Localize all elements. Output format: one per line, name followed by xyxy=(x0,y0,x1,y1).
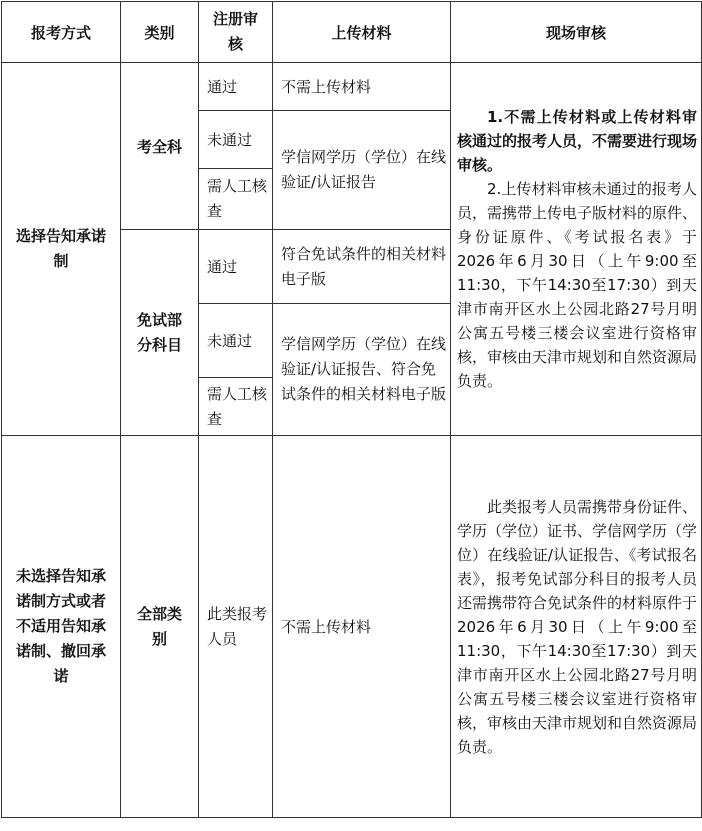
onsite-note-3: 此类报考人员需携带身份证件、学历（学位）证书、学信网学历（学位）在线验证/认证报告、《考试报名表》，报考免试部分科目的报考人员还需携带符合免试条件的材料原件于2026年6月30日（上午9:00至11:30，下午14:30至17:30）到天津市南开区水上公园北路27号月明公寓五号楼三楼会议室进行资格审核，审核由天津市规划和自然资源局负责。 xyxy=(457,497,698,756)
header-material: 上传材料 xyxy=(273,2,451,63)
audit-cell: 通过 xyxy=(199,230,273,304)
material-cell: 不需上传材料 xyxy=(273,436,451,818)
onsite-note-2: 2.上传材料审核未通过的报考人员，需携带上传电子版材料的原件、身份证原件、《考试报名表》于2026年6月30日（上午9:00至11:30，下午14:30至17:30）到天津市南开区水上公园北路27号月明公寓五号楼三楼会议室进行资格审核，审核由天津市规划和自然资源局负责。 xyxy=(457,180,698,390)
audit-cell: 需人工核查 xyxy=(199,169,273,230)
review-table xyxy=(1,1,702,818)
material-cell: 学信网学历（学位）在线验证/认证报告 xyxy=(273,111,451,230)
material-cell: 学信网学历（学位）在线验证/认证报告、符合免试条件的相关材料电子版 xyxy=(273,304,451,436)
header-row xyxy=(2,2,702,63)
table-row xyxy=(2,63,702,111)
category-cell-exempt: 免试部分科目 xyxy=(121,230,199,436)
method-cell-1: 选择告知承诺制 xyxy=(2,63,121,436)
onsite-cell-1 xyxy=(451,63,702,436)
material-cell: 符合免试条件的相关材料电子版 xyxy=(273,230,451,304)
method-cell-2: 未选择告知承诺制方式或者不适用告知承诺制、撤回承诺 xyxy=(2,436,121,818)
material-cell: 不需上传材料 xyxy=(273,63,451,111)
category-cell-full: 考全科 xyxy=(121,63,199,230)
audit-cell: 需人工核查 xyxy=(199,378,273,436)
onsite-cell-2 xyxy=(451,436,702,818)
header-onsite: 现场审核 xyxy=(451,2,702,63)
table-row xyxy=(2,436,702,818)
header-category: 类别 xyxy=(121,2,199,63)
header-audit: 注册审核 xyxy=(199,2,273,63)
audit-cell: 此类报考人员 xyxy=(199,436,273,818)
audit-cell: 通过 xyxy=(199,63,273,111)
header-method: 报考方式 xyxy=(2,2,121,63)
audit-cell: 未通过 xyxy=(199,111,273,169)
category-cell-all: 全部类别 xyxy=(121,436,199,818)
onsite-note-1: 1.不需上传材料或上传材料审核通过的报考人员，不需要进行现场审核。 xyxy=(457,108,698,174)
audit-cell: 未通过 xyxy=(199,304,273,378)
